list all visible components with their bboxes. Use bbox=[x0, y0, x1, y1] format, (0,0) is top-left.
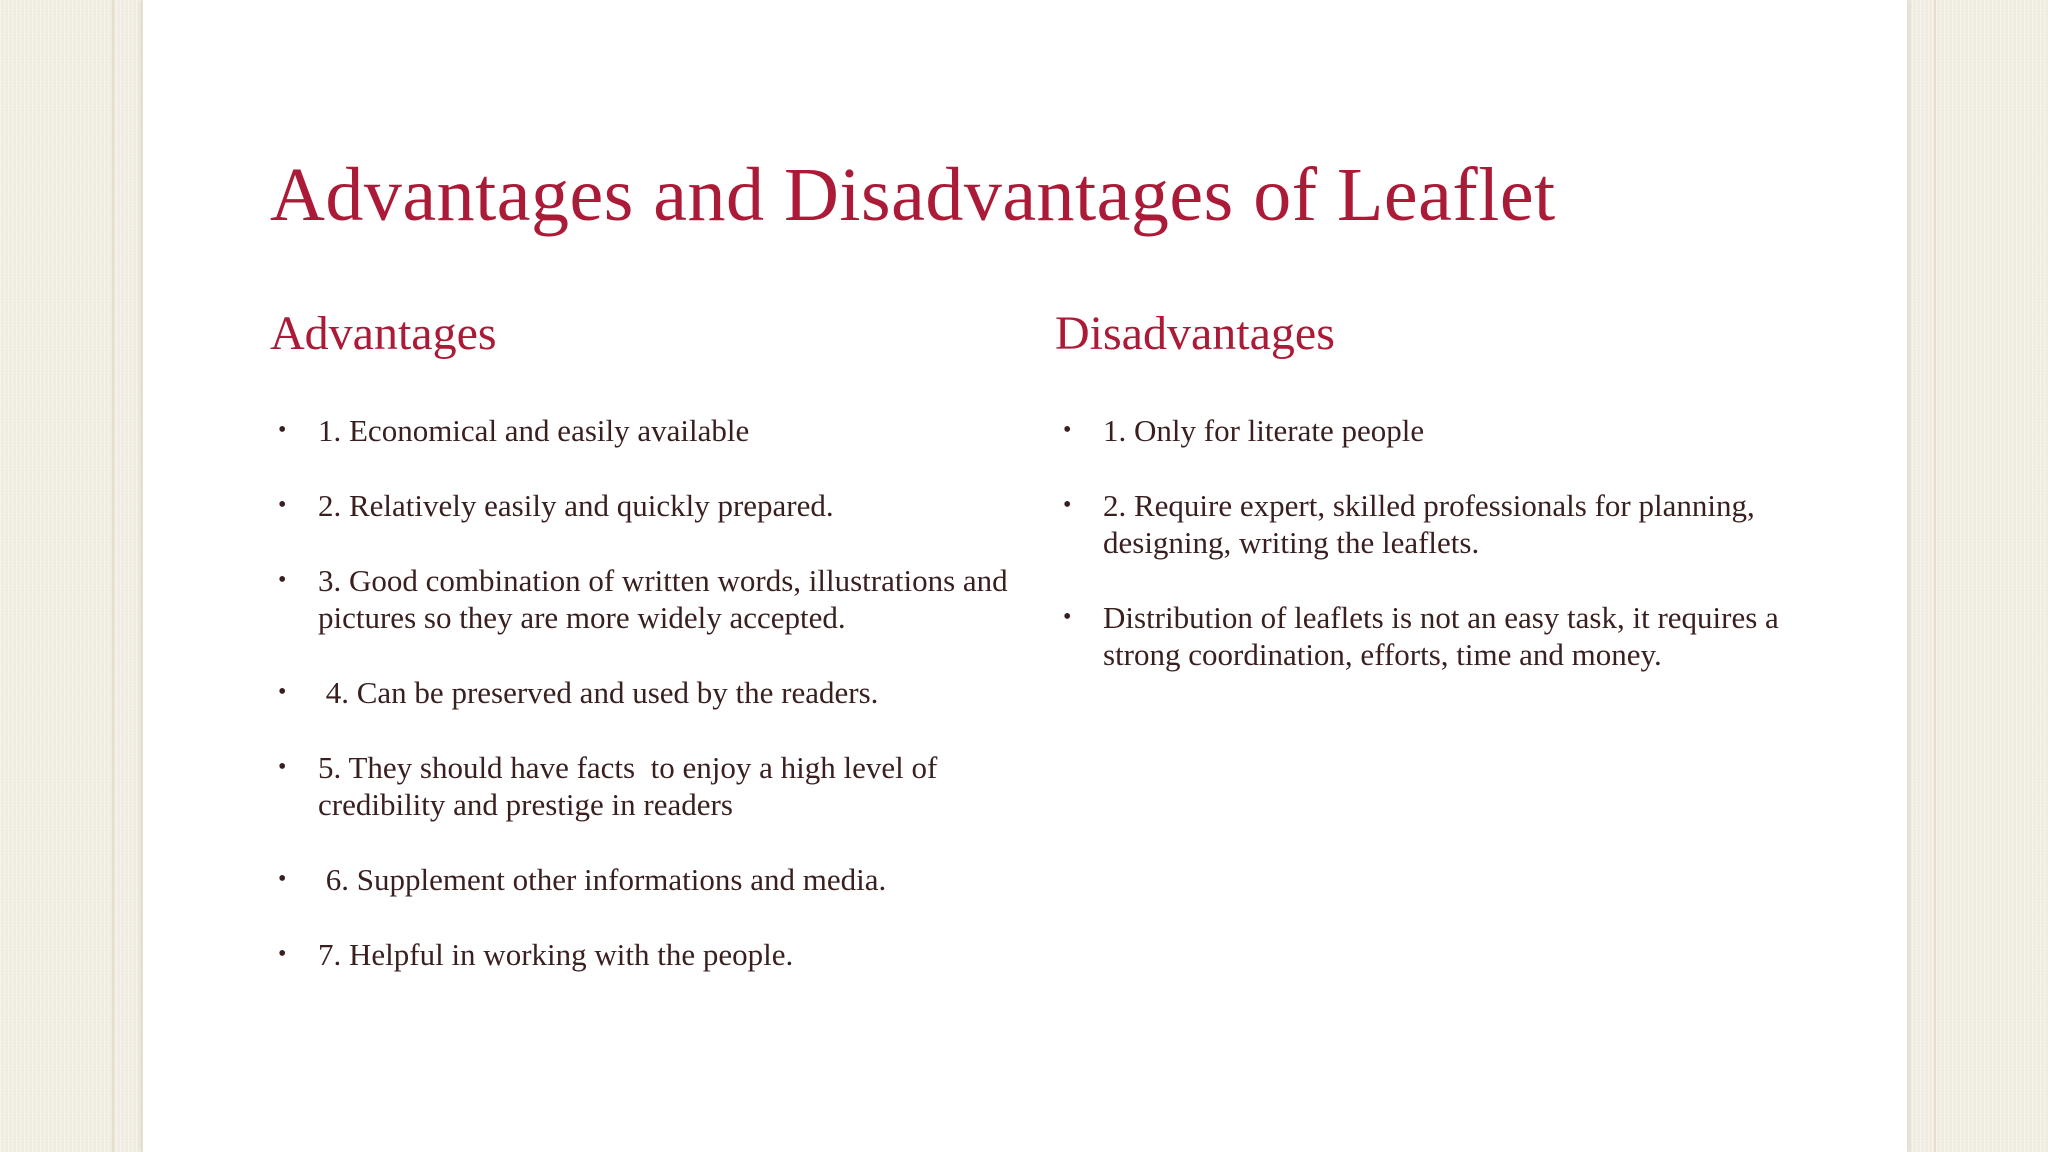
bullet-icon: • bbox=[1063, 492, 1072, 518]
slide-edge-right bbox=[1934, 0, 1936, 1152]
list-item-text: 2. Relatively easily and quickly prepared. bbox=[318, 488, 834, 523]
advantages-column bbox=[270, 302, 1016, 972]
bullet-icon: • bbox=[278, 492, 287, 518]
advantages-list bbox=[270, 412, 1016, 1011]
disadvantages-heading: Disadvantages bbox=[1055, 307, 1335, 360]
list-item-text: 6. Supplement other informations and media. bbox=[318, 862, 887, 897]
slide-edge-left bbox=[112, 0, 114, 1152]
list-item-text: 1. Economical and easily available bbox=[318, 413, 750, 448]
disadvantages-list bbox=[1055, 412, 1795, 711]
list-item bbox=[270, 562, 1016, 636]
list-item-text: 1. Only for literate people bbox=[1103, 413, 1425, 448]
list-item-text: Distribution of leaflets is not an easy task, it requires a strong coordination, efforts, time and money. bbox=[1103, 600, 1787, 672]
list-item-text: 3. Good combination of written words, illustrations and pictures so they are more widely accepted. bbox=[318, 563, 1016, 635]
list-item bbox=[1055, 487, 1795, 561]
list-item-text: 5. They should have facts to enjoy a high level of credibility and prestige in readers bbox=[318, 750, 946, 822]
list-item-text: 4. Can be preserved and used by the readers. bbox=[318, 675, 879, 710]
bullet-icon: • bbox=[1063, 604, 1072, 630]
bullet-icon: • bbox=[278, 754, 287, 780]
bullet-icon: • bbox=[1063, 417, 1072, 443]
list-item bbox=[270, 487, 1010, 524]
list-item-text: 7. Helpful in working with the people. bbox=[318, 937, 794, 972]
list-item bbox=[1055, 412, 1795, 449]
bullet-icon: • bbox=[278, 941, 287, 967]
disadvantages-column bbox=[1055, 302, 1795, 672]
bullet-icon: • bbox=[278, 866, 287, 892]
list-item bbox=[270, 749, 1010, 823]
list-item-text: 2. Require expert, skilled professionals for planning, designing, writing the leaflets. bbox=[1103, 488, 1763, 560]
list-item bbox=[270, 674, 1010, 711]
list-item bbox=[1055, 599, 1795, 673]
slide-title: Advantages and Disadvantages of Leaflet bbox=[270, 153, 1556, 237]
list-item bbox=[270, 412, 1010, 449]
bullet-icon: • bbox=[278, 417, 287, 443]
list-item bbox=[270, 936, 1010, 973]
list-item bbox=[270, 861, 1010, 898]
bullet-icon: • bbox=[278, 567, 287, 593]
advantages-heading: Advantages bbox=[270, 307, 497, 360]
bullet-icon: • bbox=[278, 679, 287, 705]
